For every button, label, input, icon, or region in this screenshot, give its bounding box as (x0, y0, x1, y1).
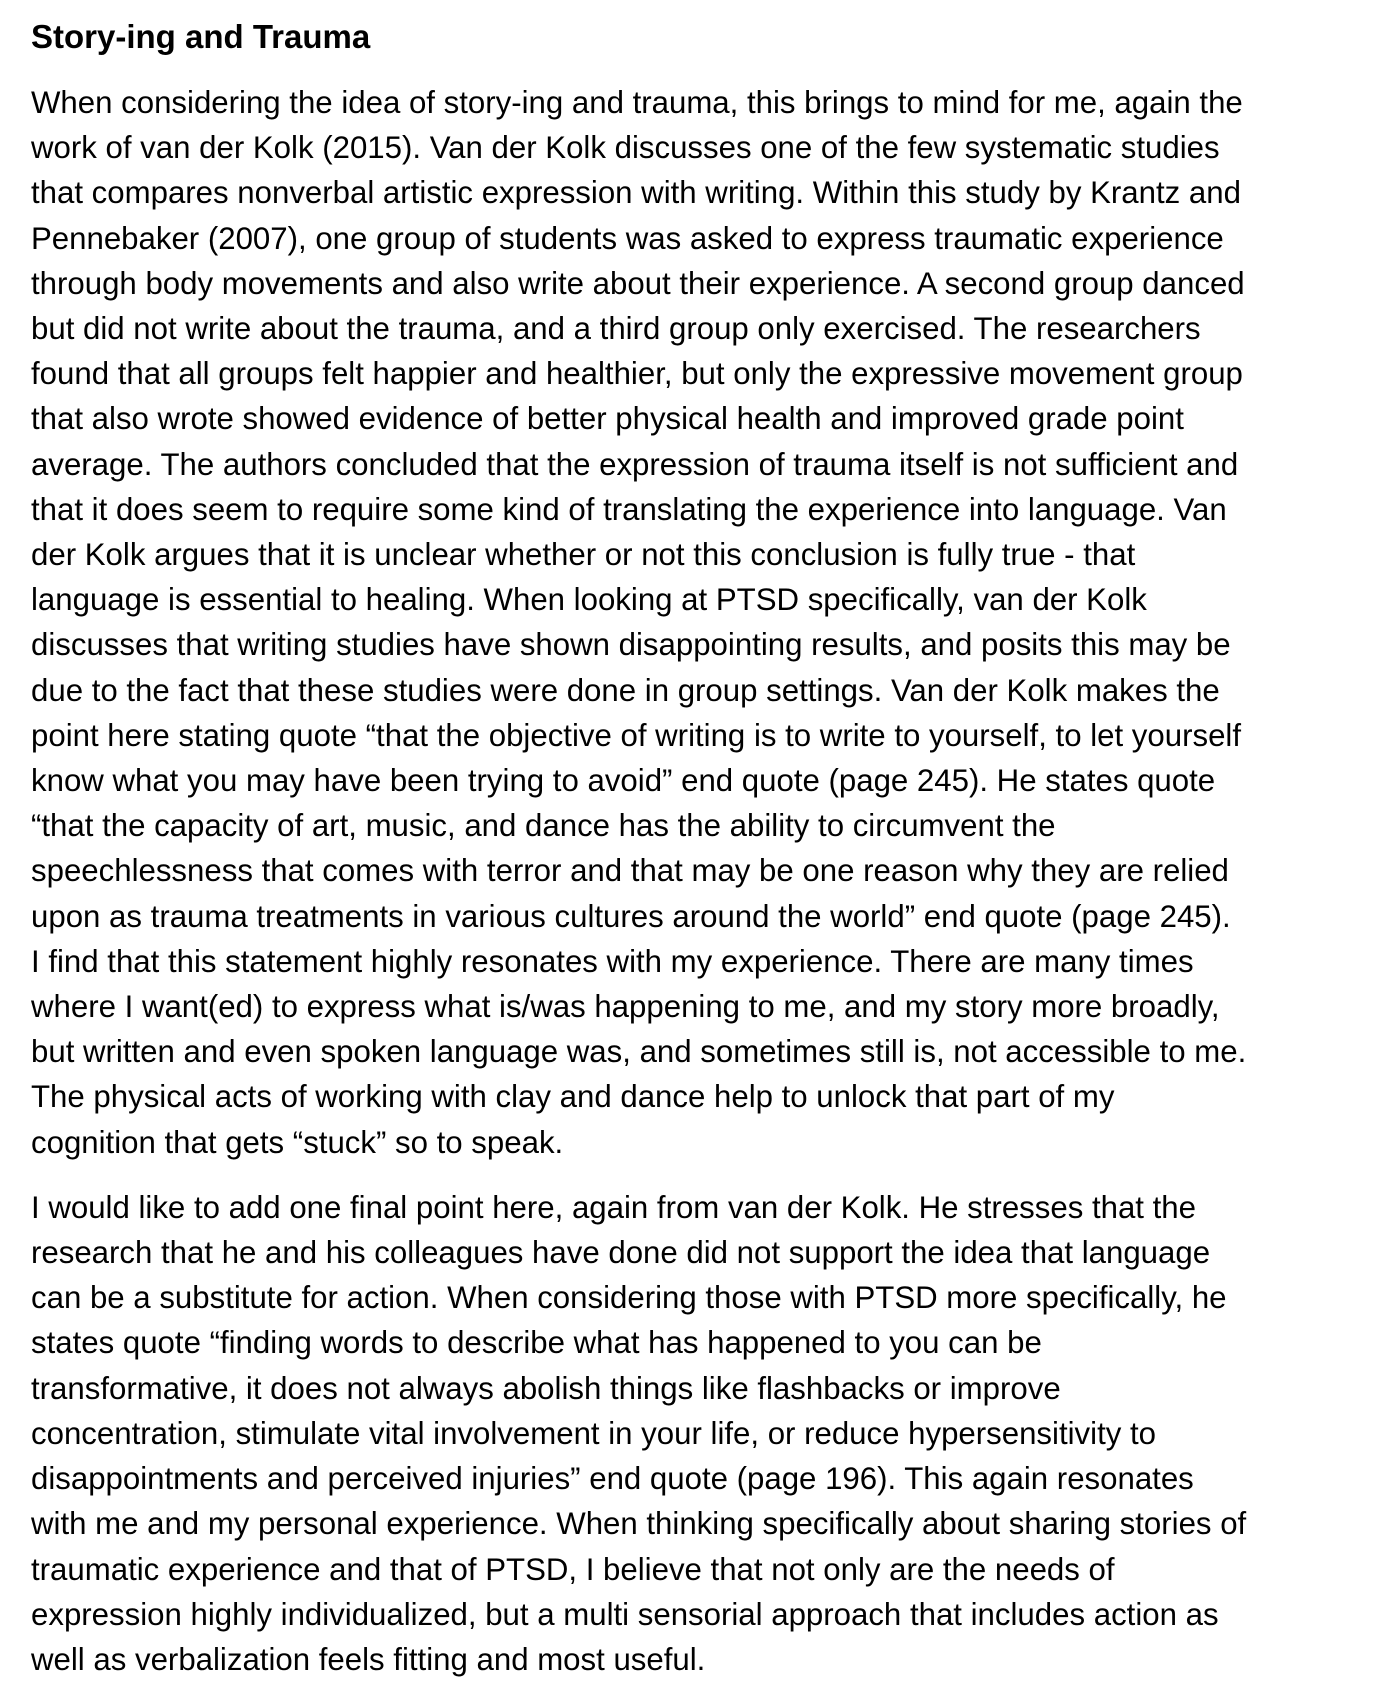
paragraph-line: know what you may have been trying to avoid” end quote (page 245). He states quote (31, 763, 1216, 799)
paragraph-line: upon as trauma treatments in various cultures around the world” end quote (page 245). (31, 898, 1231, 934)
paragraph-line: traumatic experience and that of PTSD, I believe that not only are the needs of (31, 1551, 1115, 1587)
paragraph-line: where I want(ed) to express what is/was happening to me, and my story more broadly, (31, 989, 1220, 1025)
paragraph-line: transformative, it does not always abolish things like flashbacks or improve (31, 1370, 1061, 1406)
paragraph-line: point here stating quote “that the objective of writing is to write to yourself, to let yourself (31, 717, 1242, 753)
paragraph-line: der Kolk argues that it is unclear whether or not this conclusion is fully true - that (31, 537, 1136, 573)
paragraph-2 (31, 1185, 1372, 1682)
paragraph-line: discusses that writing studies have shown disappointing results, and posits this may be (31, 627, 1231, 663)
paragraph-line: When considering the idea of story-ing and trauma, this brings to mind for me, again the (31, 85, 1243, 120)
document-title: Story-ing and Trauma (31, 18, 371, 55)
paragraph-line: expression highly individualized, but a multi sensorial approach that includes action as (31, 1596, 1219, 1632)
paragraph-line: that compares nonverbal artistic expression with writing. Within this study by Krantz and (31, 175, 1241, 211)
paragraph-line: but written and even spoken language was, and sometimes still is, not accessible to me. (31, 1034, 1247, 1070)
paragraph-line: speechlessness that comes with terror and that may be one reason why they are relied (31, 853, 1229, 889)
paragraph-line: through body movements and also write about their experience. A second group danced (31, 265, 1245, 301)
paragraph-line: that also wrote showed evidence of better physical health and improved grade point (31, 401, 1184, 437)
paragraph-line: research that he and his colleagues have done did not support the idea that language (31, 1235, 1211, 1271)
paragraph-line: due to the fact that these studies were done in group settings. Van der Kolk makes the (31, 672, 1220, 708)
paragraph-line: language is essential to healing. When looking at PTSD specifically, van der Kolk (31, 582, 1147, 618)
paragraph-line: I would like to add one final point here, again from van der Kolk. He stresses that the (31, 1189, 1196, 1225)
paragraph-line: work of van der Kolk (2015). Van der Kolk discusses one of the few systematic studies (31, 130, 1220, 166)
paragraph-1 (31, 80, 1372, 1165)
paragraph-line: that it does seem to require some kind of translating the experience into language. Van (31, 491, 1227, 527)
paragraph-line: The physical acts of working with clay and dance help to unlock that part of my (31, 1079, 1115, 1115)
paragraph-line: I find that this statement highly resonates with my experience. There are many times (31, 943, 1194, 979)
paragraph-line: cognition that gets “stuck” so to speak. (31, 1124, 564, 1160)
paragraph-line: disappointments and perceived injuries” end quote (page 196). This again resonates (31, 1461, 1194, 1497)
paragraph-line: Pennebaker (2007), one group of students was asked to express traumatic experience (31, 220, 1224, 256)
paragraph-line: well as verbalization feels fitting and most useful. (31, 1641, 706, 1677)
paragraph-line: concentration, stimulate vital involvement in your life, or reduce hypersensitivity to (31, 1415, 1157, 1451)
paragraph-line: “that the capacity of art, music, and dance has the ability to circumvent the (31, 808, 1056, 844)
paragraph-line: can be a substitute for action. When considering those with PTSD more specifically, he (31, 1280, 1227, 1316)
paragraph-line: found that all groups felt happier and healthier, but only the expressive movement group (31, 356, 1243, 392)
paragraph-line: average. The authors concluded that the expression of trauma itself is not sufficient and (31, 446, 1239, 482)
paragraph-line: with me and my personal experience. When thinking specifically about sharing stories of (31, 1506, 1247, 1542)
paragraph-line: states quote “finding words to describe what has happened to you can be (31, 1325, 1042, 1361)
paragraph-line: but did not write about the trauma, and a third group only exercised. The researchers (31, 311, 1201, 347)
